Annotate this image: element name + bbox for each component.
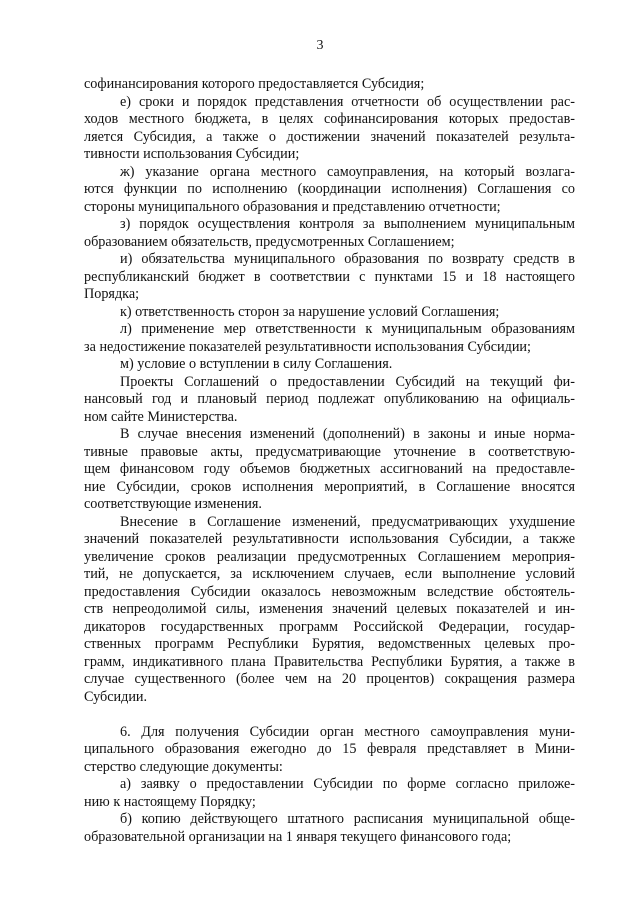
text-line: е) сроки и порядок представления отчетности об осуществлении рас-: [120, 93, 575, 110]
text-line: случае существенного (более чем на 20 процентов) сокращения размера: [84, 671, 575, 687]
page-number: 3: [316, 38, 324, 53]
text-line: Проекты Соглашений о предоставлении Субсидий на текущий фи-: [120, 373, 575, 390]
text-line: а) заявку о предоставлении Субсидии по форме согласно приложе-: [120, 776, 575, 792]
text-line: тий, не допускается, за исключением случаев, если выполнение условий: [84, 566, 575, 582]
text-line: тивные правовые акты, предусматривающие уточнение в соответствую-: [84, 443, 575, 460]
text-line: тивности использования Субсидии;: [84, 146, 300, 162]
document-body: [84, 76, 575, 846]
text-line: ются функции по исполнению (координации исполнения) Соглашения со: [84, 181, 575, 197]
text-line: л) применение мер ответственности к муниципальным образованиям: [120, 321, 575, 337]
text-line: соответствующие изменения.: [84, 496, 262, 512]
text-line: ляется Субсидия, а также о достижении значений показателей результа-: [84, 128, 575, 145]
text-line: щем финансовом году объемов бюджетных ассигнований на предоставле-: [84, 461, 575, 477]
text-line: дикаторов государственных программ Российской Федерации, государ-: [84, 618, 575, 635]
text-line: за недостижение показателей результативности использования Субсидии;: [84, 338, 531, 355]
text-line: республиканский бюджет в соответствии с пунктами 15 и 18 настоящего: [84, 268, 575, 285]
text-line: 6. Для получения Субсидии орган местного самоуправления муни-: [120, 723, 575, 740]
text-line: Внесение в Соглашение изменений, предусматривающих ухудшение: [120, 513, 575, 530]
text-line: ж) указание органа местного самоуправления, на который возлага-: [120, 163, 575, 180]
text-line: Порядка;: [84, 286, 140, 302]
text-line: увеличение сроков реализации предусмотренных Соглашением мероприя-: [84, 548, 575, 565]
text-line: ственных программ Республики Бурятия, ведомственных целевых про-: [84, 636, 575, 652]
text-line: ципального образования ежегодно до 15 февраля представляет в Мини-: [84, 741, 575, 757]
text-line: нансовый год и плановый период подлежат опубликованию на официаль-: [84, 391, 575, 407]
text-line: б) копию действующего штатного расписания муниципальной обще-: [120, 811, 575, 827]
text-line: м) условие о вступлении в силу Соглашения.: [120, 356, 393, 372]
text-line: образовательной организации на 1 января текущего финансового года;: [84, 828, 512, 845]
text-line: ном сайте Министерства.: [84, 408, 238, 425]
text-line: предоставления Субсидии оказалось невозможным вследствие обстоятель-: [84, 583, 575, 600]
text-line: значений показателей результативности использования Субсидии, а также: [84, 531, 575, 547]
paragraph-gap: [84, 706, 575, 724]
text-line: з) порядок осуществления контроля за выполнением муниципальным: [120, 216, 575, 232]
text-line: софинансирования которого предоставляется Субсидия;: [84, 76, 425, 92]
text-line: ходов местного бюджета, в целях софинансирования которых предостав-: [84, 111, 575, 127]
text-line: стерство следующие документы:: [84, 758, 283, 775]
text-line: Субсидии.: [84, 688, 148, 705]
text-line: грамм, индикативного плана Правительства Республики Бурятия, а также в: [84, 653, 575, 670]
text-line: ств непреодолимой силы, изменения значений целевых показателей и ин-: [84, 601, 575, 617]
text-line: В случае внесения изменений (дополнений) в законы и иные норма-: [120, 426, 575, 442]
text-line: стороны муниципального образования и представлению отчетности;: [84, 198, 501, 215]
text-line: и) обязательства муниципального образования по возврату средств в: [120, 251, 575, 267]
text-line: образованием обязательств, предусмотренных Соглашением;: [84, 233, 455, 250]
text-line: нию к настоящему Порядку;: [84, 793, 256, 810]
text-line: к) ответственность сторон за нарушение условий Соглашения;: [120, 303, 500, 320]
text-line: ние Субсидии, сроков исполнения мероприятий, в Соглашение вносятся: [84, 478, 575, 495]
